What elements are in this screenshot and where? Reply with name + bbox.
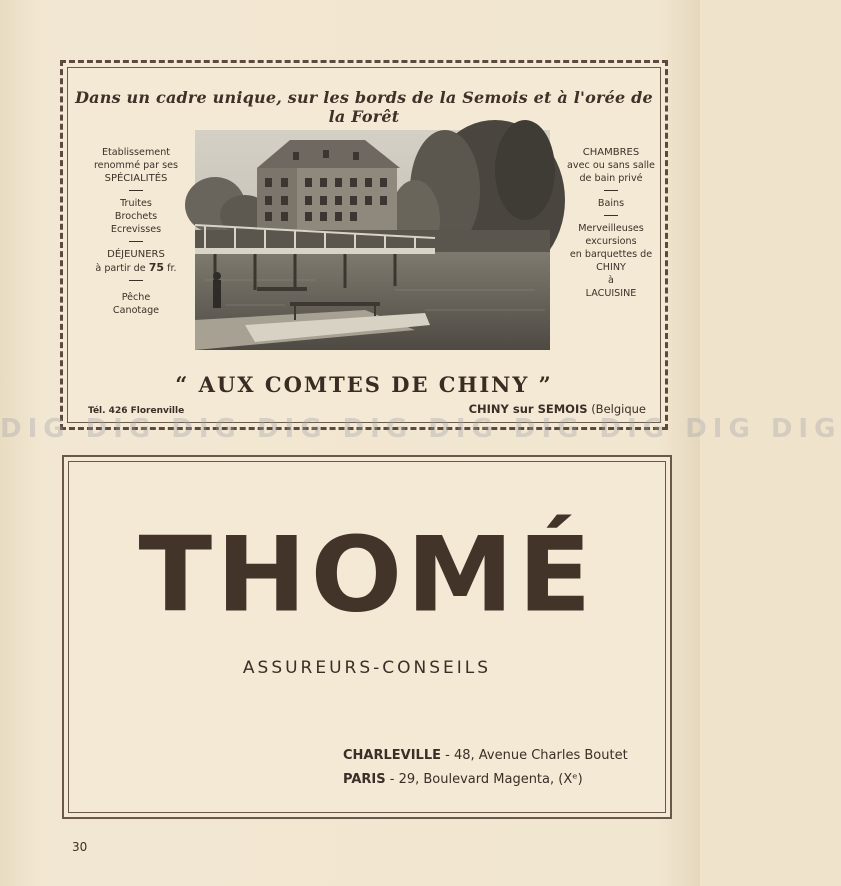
divider xyxy=(129,280,143,281)
specialties-heading: SPÉCIALITÉS xyxy=(104,173,168,184)
hotel-river-scene xyxy=(195,130,550,350)
excursion-text: excursions xyxy=(585,236,637,247)
price-prefix: à partir de xyxy=(95,263,146,274)
divider xyxy=(604,215,618,216)
activity-item: Canotage xyxy=(112,305,160,316)
lunch-price xyxy=(80,261,192,275)
divider xyxy=(129,190,143,191)
establishment-text: Etablissement xyxy=(101,147,171,158)
rooms-heading: CHAMBRES xyxy=(582,147,640,158)
excursion-text: Merveilleuses xyxy=(578,223,644,234)
hotel-telephone: Tél. 426 Florenville xyxy=(88,406,185,416)
amenities-column xyxy=(558,146,664,300)
excursion-text: CHINY xyxy=(596,262,626,273)
price-unit: fr. xyxy=(167,263,177,274)
hotel-advertisement xyxy=(60,60,668,430)
lunch-heading: DÉJEUNERS xyxy=(107,249,165,260)
price-value: 75 xyxy=(148,261,165,274)
location-country: (Belgique xyxy=(591,402,646,416)
city-name: PARIS xyxy=(343,772,386,787)
rooms-detail: avec ou sans salle xyxy=(567,160,655,171)
address-charleville xyxy=(343,748,628,763)
excursion-text: LACUISINE xyxy=(585,288,637,299)
renowned-text: renommé par ses xyxy=(93,160,179,171)
divider xyxy=(129,241,143,242)
specialties-column xyxy=(80,146,192,317)
baths-text: Bains xyxy=(597,198,625,209)
rooms-detail: de bain privé xyxy=(579,173,643,184)
specialty-item: Truites xyxy=(120,198,152,209)
company-subtitle: ASSUREURS-CONSEILS xyxy=(242,658,492,678)
excursion-text: à xyxy=(608,275,614,286)
watermark: DIG DIG DIG DIG DIG DIG DIG DIG DIG DIG xyxy=(0,414,841,444)
insurance-ad-inner-border xyxy=(68,461,666,813)
address-paris xyxy=(343,772,583,787)
page-number: 30 xyxy=(72,840,88,854)
hotel-ad-inner-border xyxy=(67,67,661,423)
specialty-item: Ecrevisses xyxy=(110,224,162,235)
hotel-tagline: Dans un cadre unique, sur les bords de la Semois et à l'orée de la Forêt xyxy=(75,88,653,126)
company-name: THOMÉ xyxy=(138,515,596,636)
specialty-item: Brochets xyxy=(114,211,158,222)
divider xyxy=(604,190,618,191)
street-address: - 48, Avenue Charles Boutet xyxy=(445,748,628,763)
hotel-name: “ AUX COMTES DE CHINY ” xyxy=(175,372,553,397)
insurance-advertisement xyxy=(62,455,672,819)
location-town: CHINY sur SEMOIS xyxy=(468,402,588,416)
hotel-photo xyxy=(195,130,550,350)
excursion-text: en barquettes de xyxy=(569,249,653,260)
activity-item: Pêche xyxy=(121,292,151,303)
city-name: CHARLEVILLE xyxy=(343,748,442,763)
street-address: - 29, Boulevard Magenta, (Xᵉ) xyxy=(389,772,583,787)
